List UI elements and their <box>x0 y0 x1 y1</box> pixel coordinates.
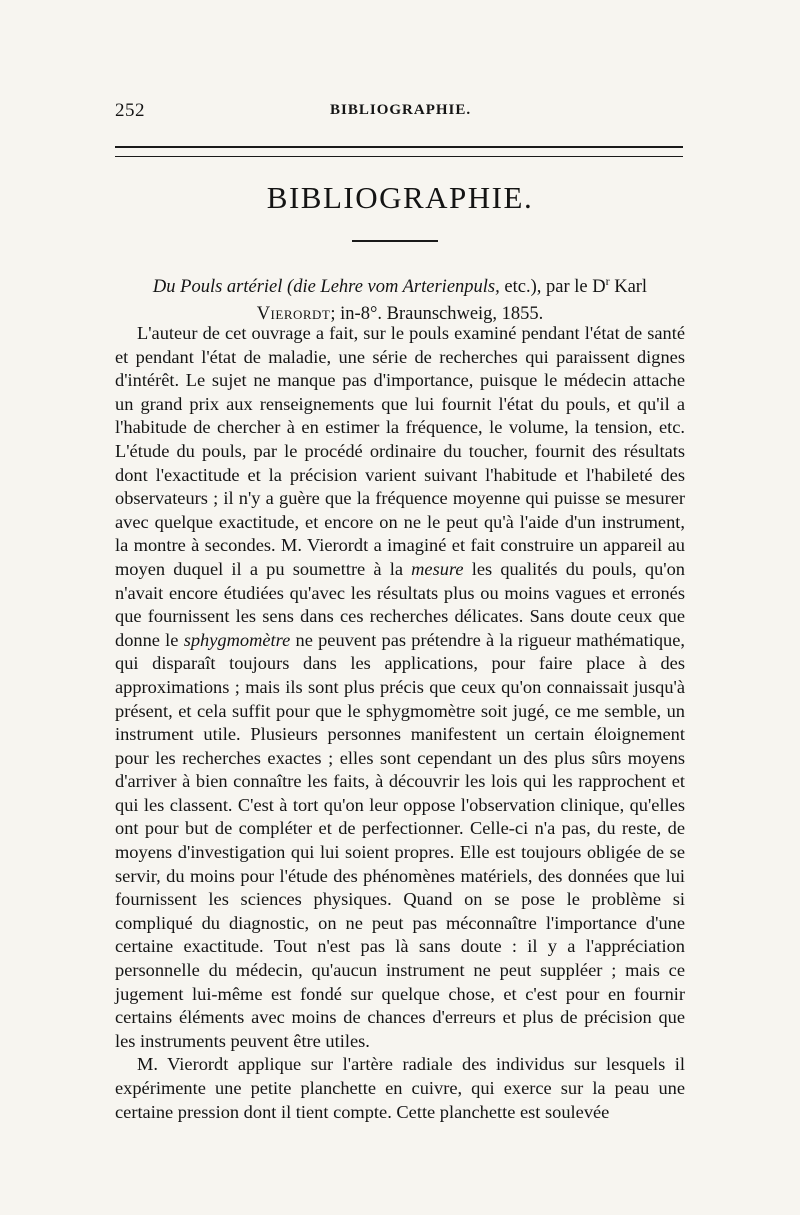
citation-etc: etc.), par le D <box>499 277 606 298</box>
running-header <box>115 100 685 126</box>
emphasis-mesure: mesure <box>411 558 464 579</box>
section-title: BIBLIOGRAPHIE. <box>266 180 534 215</box>
citation-publication: ; in-8°. Braunschweig, 1855. <box>330 304 544 325</box>
book-citation <box>115 268 685 328</box>
running-title: BIBLIOGRAPHIE. <box>330 102 472 118</box>
page-number: 252 <box>115 100 145 121</box>
paragraph-1-part-3: ne peuvent pas prétendre à la rigueur mathématique, qui disparaît toujours dans les applications, pour faire place à des approximations ; mais ils sont plus précis que ceux qu'on connaissait jusqu'à présent, et cela suffit pour que le sphygmomètre soit jugé, ce me semble, un instrument utile. Plusieurs personnes manifestent un certain éloignement pour les recherches exactes ; elles sont cependant un des plus sûrs moyens d'arriver à bien connaître les faits, à découvrir les lois qui les rapprochent et qui les classent. C'est à tort qu'on leur oppose l'observation clinique, qu'elles ont pour but de compléter et de perfectionner. Celle-ci n'a pas, du reste, de moyens d'investigation qui lui soient propres. Elle est toujours obligée de se servir, du moins pour l'étude des phénomènes matériels, des données que lui fournissent les sciences physiques. Quand on se pose le problème si compliqué du diagnostic, on ne peut pas méconnaître l'importance d'une certaine exactitude. Tout n'est pas là sans doute : il y a l'appréciation personnelle du médecin, qu'aucun instrument ne peut suppléer ; mais ce jugement lui-même est fondé sur quelque chose, et c'est pour en fournir certains éléments avec moins de chances d'erreurs et plus de précision que les instruments peuvent être utiles. <box>115 629 685 1051</box>
paragraph-1 <box>115 322 685 1053</box>
emphasis-sphygmometre: sphygmomètre <box>183 629 291 650</box>
citation-work-title: Du Pouls artériel (die Lehre vom Arterienpuls, <box>152 277 500 298</box>
paragraph-2: M. Vierordt applique sur l'artère radiale des individus sur lesquels il expérimente une petite planchette en cuivre, qui exerce sur la peau une certaine pression dont il tient compte. Cette planchette est soulevée <box>115 1054 685 1122</box>
title-rule <box>352 240 438 242</box>
header-double-rule <box>115 146 683 157</box>
paragraph-1-part-2: les qualités du pouls, qu'on n'avait encore étudiées qu'avec les résultats plus ou moins vagues et erronés que fournissent les sens dans ces recherches délicates. Sans doute ceux que donne le <box>115 558 685 650</box>
citation-dr-superscript: r <box>605 274 610 288</box>
citation-author: Vierordt <box>256 304 331 325</box>
paragraph-1-part-1: L'auteur de cet ouvrage a fait, sur le pouls examiné pendant l'état de santé et pendant l'état de maladie, une série de recherches qui paraissent dignes d'intérêt. Le sujet ne manque pas d'importance, puisque le médecin attache un grand prix aux renseignements que lui fournit l'état du pouls, et qu'il a l'habitude de chercher à en estimer la fréquence, le volume, la tension, etc. L'étude du pouls, par le procédé ordinaire du toucher, fournit des résultats dont l'exactitude et la précision varient suivant l'habitude et l'habileté des observateurs ; il n'y a guère que la fréquence moyenne qui puisse se mesurer avec quelque exactitude, et encore on ne le peut qu'à l'aide d'un instrument, la montre à secondes. M. Vierordt a imaginé et fait construire un appareil au moyen duquel il a pu soumettre à la <box>115 323 685 579</box>
citation-first-name: Karl <box>609 277 648 298</box>
review-body <box>115 322 685 1124</box>
